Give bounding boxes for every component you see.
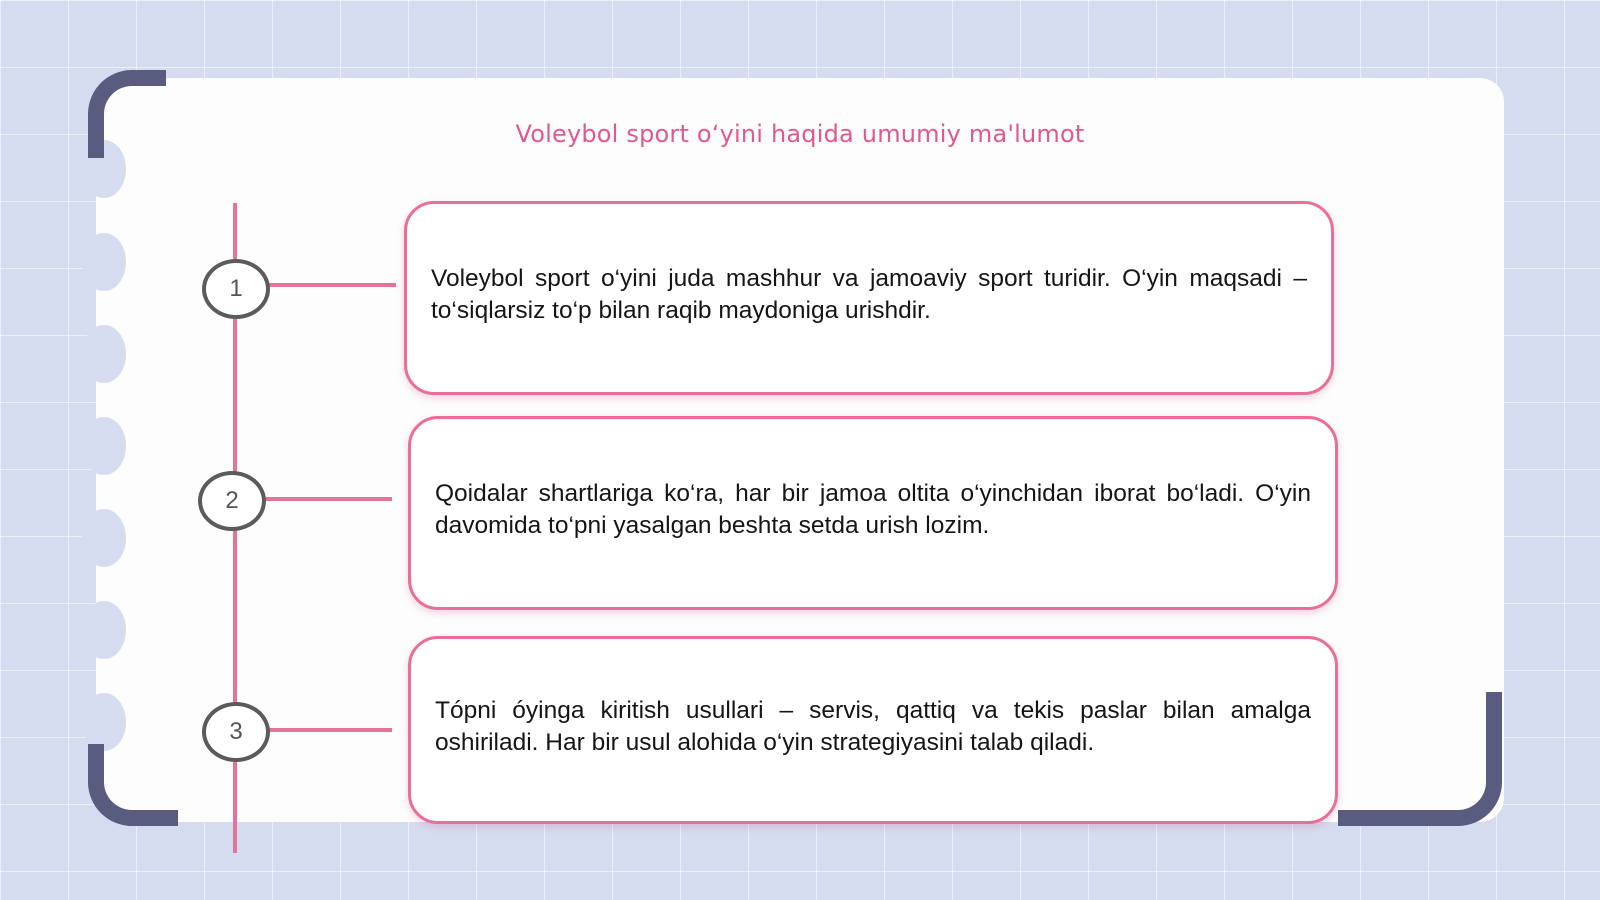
info-box-text: Tópni óyinga kiritish usullari – servis, qattiq va tekis paslar bilan amalga oshiriladi. Har bir usul alohida o‘yin strategiyasini talab qiladi. <box>435 697 1311 756</box>
info-box-2 <box>408 416 1338 610</box>
info-box-text: Qoidalar shartlariga ko‘ra, har bir jamoa oltita o‘yinchidan iborat bo‘ladi. O‘yin davomida to‘pni yasalgan beshta setda urish lozim. <box>435 480 1311 539</box>
timeline-node-3 <box>202 702 270 762</box>
info-box-3 <box>408 636 1338 824</box>
timeline-connector <box>268 728 392 732</box>
timeline-node-number: 3 <box>229 718 243 745</box>
timeline-connector <box>268 283 396 287</box>
card-scallop <box>82 233 126 291</box>
info-box-1 <box>404 201 1334 395</box>
timeline-node-2 <box>198 471 266 531</box>
card-scallop <box>82 325 126 383</box>
info-box-text: Voleybol sport o‘yini juda mashhur va jamoaviy sport turidir. O‘yin maqsadi – to‘siqlarsiz to‘p bilan raqib maydoniga urishdir. <box>431 265 1307 324</box>
corner-bracket-top-left <box>88 70 166 158</box>
card-scallop <box>82 417 126 475</box>
slide-title: Voleybol sport o‘yini haqida umumiy ma'lumot <box>515 120 1085 148</box>
timeline-connector <box>264 497 392 501</box>
timeline-node-number: 1 <box>229 275 243 302</box>
card-scallop <box>82 509 126 567</box>
card-scallop <box>82 601 126 659</box>
corner-bracket-bottom-left <box>88 744 178 826</box>
corner-bracket-bottom-right <box>1338 692 1502 826</box>
card-scallop <box>82 693 126 751</box>
timeline-node-number: 2 <box>225 487 239 514</box>
timeline-node-1 <box>202 259 270 319</box>
